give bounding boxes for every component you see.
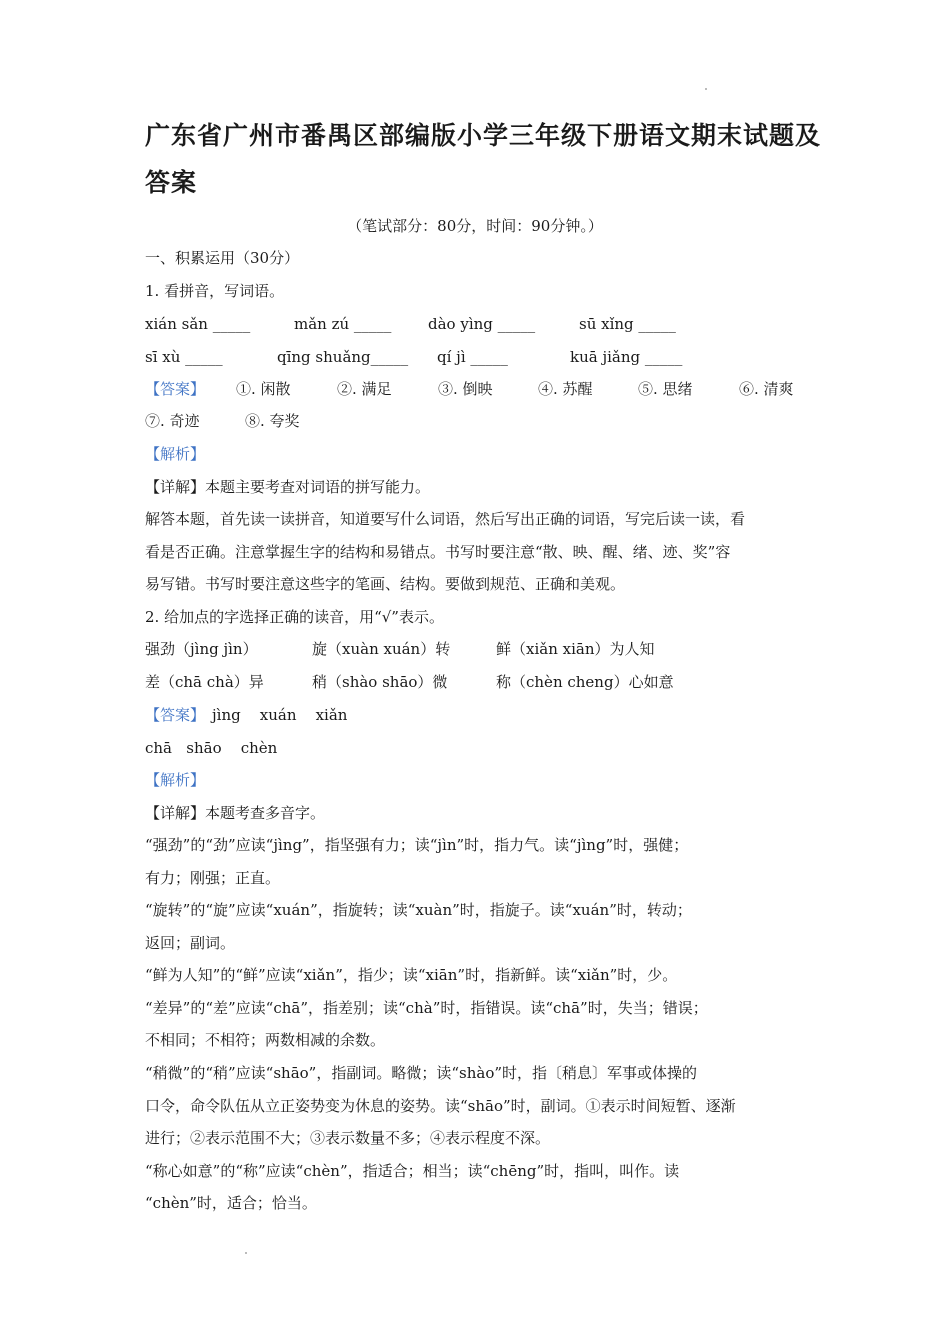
explanation-line: “旋转”的“旋”应读“xuán”，指旋转；读“xuàn”时，指旋子。读“xuán”时，转动；	[145, 901, 692, 919]
question-2-prompt: 2. 给加点的字选择正确的读音，用“√”表示。	[145, 608, 444, 626]
explanation-line: “称心如意”的“称”应读“chèn”，指适合；相当；读“chēng”时，指叫，叫作。读	[145, 1162, 680, 1180]
analysis-tag: 【解析】	[145, 771, 206, 789]
explanation-line: “强劲”的“劲”应读“jìng”，指坚强有力；读“jìn”时，指力气。读“jìng”时，强健；	[145, 836, 689, 854]
explanation-line: 口令，命令队伍从立正姿势变为休息的姿势。读“shāo”时，副词。①表示时间短暂、逐渐	[145, 1097, 736, 1115]
reading-item: 稍（shào shāo）微	[312, 673, 448, 691]
document-title: 广东省广州市番禺区部编版小学三年级下册语文期末试题及答案	[145, 121, 822, 197]
explanation-line: 解答本题，首先读一读拼音，知道要写什么词语，然后写出正确的词语，写完后读一读，看	[145, 510, 746, 528]
explanation-line: 不相同；不相符；两数相减的余数。	[145, 1031, 386, 1049]
explanation-line: “chèn”时，适合；恰当。	[145, 1194, 317, 1212]
answer-item: ⑤. 思绪	[638, 380, 693, 398]
scan-mark	[245, 1252, 247, 1254]
answer-item: ③. 倒映	[438, 380, 493, 398]
section-heading: 一、积累运用（30分）	[145, 249, 300, 267]
explanation-line: “稍微”的“稍”应读“shāo”，指副词。略微；读“shào”时，指〔稍息〕军事或体操的	[145, 1064, 698, 1082]
scan-mark	[705, 88, 707, 90]
reading-item: 强劲（jìng jìn）	[145, 640, 258, 658]
explanation-line: 返回；副词。	[145, 934, 236, 952]
pinyin-item: dào yìng _____	[428, 315, 536, 333]
explanation-line: 看是否正确。注意掌握生字的结构和易错点。书写时要注意“散、映、醒、绪、迹、奖”容	[145, 543, 731, 561]
answer-item: ②. 满足	[337, 380, 392, 398]
explanation-line: 进行；②表示范围不大；③表示数量不多；④表示程度不深。	[145, 1129, 551, 1147]
question-1-prompt: 1. 看拼音，写词语。	[145, 282, 285, 300]
exam-info: （笔试部分：80分，时间：90分钟。）	[347, 217, 603, 235]
answer-text: chā shāo chèn	[145, 739, 278, 757]
answer-item: ⑥. 清爽	[739, 380, 794, 398]
analysis-tag: 【解析】	[145, 445, 206, 463]
detail-heading: 【详解】本题考查多音字。	[145, 804, 326, 822]
pinyin-item: kuā jiǎng _____	[570, 348, 683, 366]
detail-heading: 【详解】本题主要考查对词语的拼写能力。	[145, 478, 431, 496]
explanation-line: 有力；刚强；正直。	[145, 869, 281, 887]
reading-item: 称（chèn cheng）心如意	[496, 673, 674, 691]
pinyin-item: sū xǐng _____	[579, 315, 676, 333]
pinyin-item: qīng shuǎng_____	[277, 348, 409, 366]
pinyin-item: mǎn zú _____	[294, 315, 392, 333]
answer-item: ⑦. 奇迹	[145, 412, 200, 430]
reading-item: 差（chā chà）异	[145, 673, 264, 691]
pinyin-item: xián sǎn _____	[145, 315, 251, 333]
explanation-line: “差异”的“差”应读“chā”，指差别；读“chà”时，指错误。读“chā”时，失当；错误；	[145, 999, 708, 1017]
reading-item: 鲜（xiǎn xiān）为人知	[496, 640, 655, 658]
pinyin-item: sī xù _____	[145, 348, 223, 366]
reading-item: 旋（xuàn xuán）转	[312, 640, 451, 658]
answer-item: ①. 闲散	[236, 380, 291, 398]
pinyin-item: qí jì _____	[437, 348, 508, 366]
answer-item: ⑧. 夸奖	[245, 412, 300, 430]
explanation-line: “鲜为人知”的“鲜”应读“xiǎn”，指少；读“xiān”时，指新鲜。读“xiǎn”时，少。	[145, 966, 678, 984]
answer-text: jìng xuán xiǎn	[212, 706, 348, 724]
answer-tag: 【答案】	[145, 380, 206, 398]
explanation-line: 易写错。书写时要注意这些字的笔画、结构。要做到规范、正确和美观。	[145, 575, 626, 593]
answer-item: ④. 苏醒	[538, 380, 593, 398]
answer-tag: 【答案】	[145, 706, 206, 724]
